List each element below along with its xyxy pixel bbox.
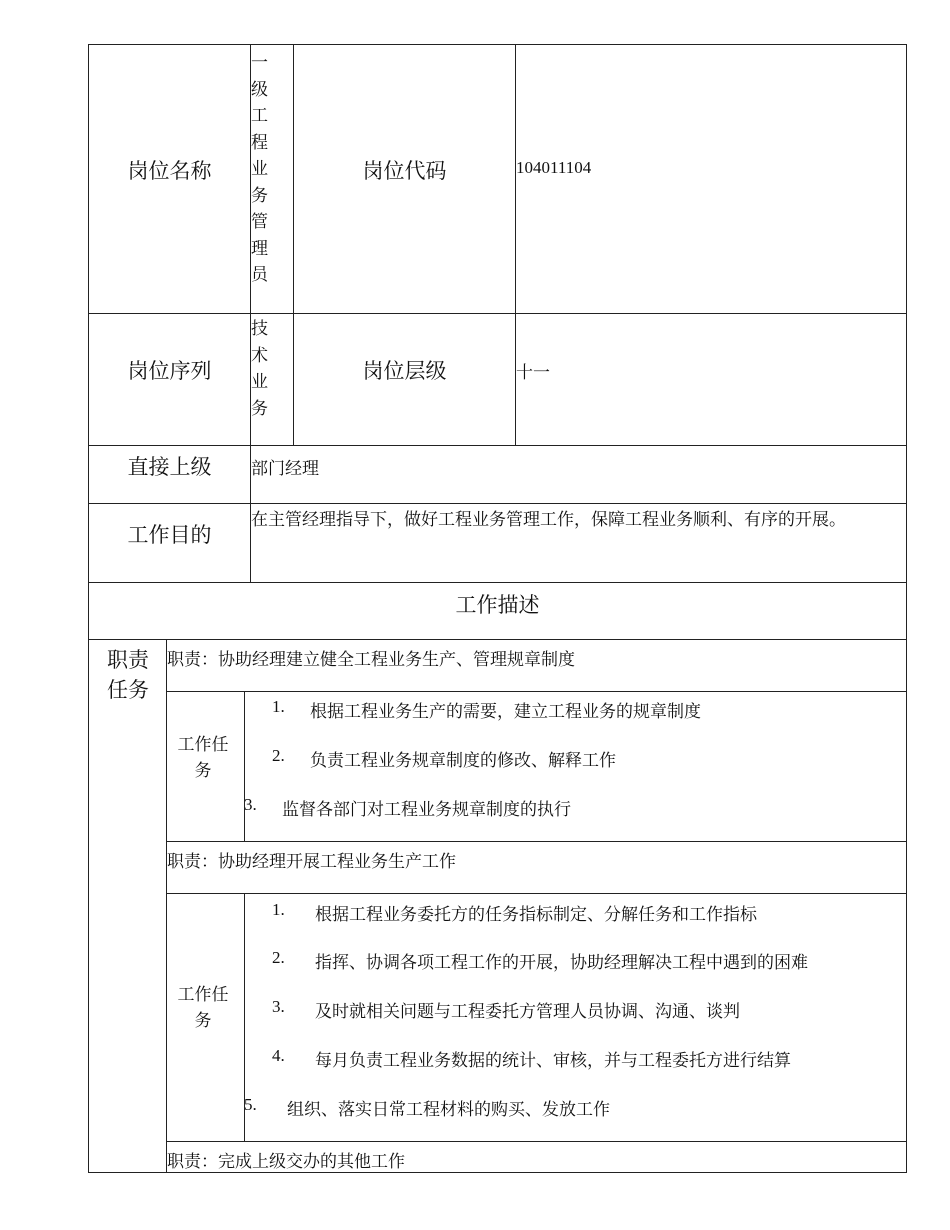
duty-2-task-3-text: 及时就相关问题与工程委托方管理人员协调、沟通、谈判 bbox=[315, 1002, 740, 1021]
duties-label: 职责任务 bbox=[107, 648, 149, 702]
duty-1-task-2-num: 2. bbox=[272, 746, 285, 765]
purpose-label: 工作目的 bbox=[127, 523, 212, 547]
duty-2-task-5-num: 5. bbox=[244, 1095, 257, 1114]
duty-2-task-4-text: 每月负责工程业务数据的统计、审核，并与工程委托方进行结算 bbox=[315, 1051, 791, 1070]
col-divider bbox=[515, 45, 516, 445]
duty-1-task-3-num: 3. bbox=[244, 795, 257, 814]
row-divider bbox=[89, 582, 906, 583]
duty-2-task-2-num: 2. bbox=[272, 948, 285, 967]
row-divider bbox=[166, 841, 906, 842]
duty-2-task-5-text: 组织、落实日常工程材料的购买、发放工作 bbox=[287, 1100, 610, 1119]
duty-2-task-1-text: 根据工程业务委托方的任务指标制定、分解任务和工作指标 bbox=[315, 905, 757, 924]
row-divider bbox=[166, 691, 906, 692]
row-divider bbox=[89, 503, 250, 504]
superior-value: 部门经理 bbox=[251, 459, 319, 478]
row-divider bbox=[89, 445, 906, 446]
post-code-value: 104011104 bbox=[516, 158, 592, 177]
duty-2-task-3-num: 3. bbox=[272, 997, 285, 1016]
duty-1-task-1-text: 根据工程业务生产的需要，建立工程业务的规章制度 bbox=[310, 702, 701, 721]
row-divider bbox=[166, 893, 906, 894]
duty-1-task-label: 工作任务 bbox=[177, 735, 229, 780]
duty-2-task-4-num: 4. bbox=[272, 1046, 285, 1065]
duty-1-task-1-num: 1. bbox=[272, 697, 285, 716]
purpose-value: 在主管经理指导下，做好工程业务管理工作，保障工程业务顺利、有序的开展。 bbox=[251, 510, 846, 529]
post-code-label: 岗位代码 bbox=[362, 159, 447, 183]
work-description-title: 工作描述 bbox=[455, 593, 540, 617]
duty-2-task-2-text: 指挥、协调各项工程工作的开展，协助经理解决工程中遇到的困难 bbox=[315, 953, 808, 972]
post-level-value: 十一 bbox=[516, 363, 550, 382]
row-divider bbox=[89, 313, 906, 314]
superior-label: 直接上级 bbox=[127, 455, 212, 479]
duty-2-task-1-num: 1. bbox=[272, 900, 285, 919]
row-divider bbox=[89, 639, 906, 640]
row-divider bbox=[250, 503, 906, 504]
post-level-label: 岗位层级 bbox=[362, 359, 447, 383]
col-divider bbox=[293, 45, 294, 445]
duty-3-title: 职责：完成上级交办的其他工作 bbox=[167, 1152, 405, 1171]
duty-2-title: 职责：协助经理开展工程业务生产工作 bbox=[167, 852, 456, 871]
row-divider bbox=[166, 1141, 906, 1142]
post-name-label: 岗位名称 bbox=[127, 159, 212, 183]
post-seq-value: 技术业务 bbox=[251, 319, 268, 418]
post-seq-label: 岗位序列 bbox=[127, 359, 212, 383]
duty-1-task-3-text: 监督各部门对工程业务规章制度的执行 bbox=[282, 800, 571, 819]
duty-2-task-label: 工作任务 bbox=[177, 985, 229, 1030]
duty-1-title: 职责：协助经理建立健全工程业务生产、管理规章制度 bbox=[167, 650, 575, 669]
job-description-table bbox=[88, 44, 907, 1173]
post-name-value: 一级工程业务管理员 bbox=[251, 53, 268, 284]
duty-1-task-2-text: 负责工程业务规章制度的修改、解释工作 bbox=[310, 751, 616, 770]
col-divider bbox=[166, 639, 167, 1172]
col-divider bbox=[244, 691, 245, 841]
